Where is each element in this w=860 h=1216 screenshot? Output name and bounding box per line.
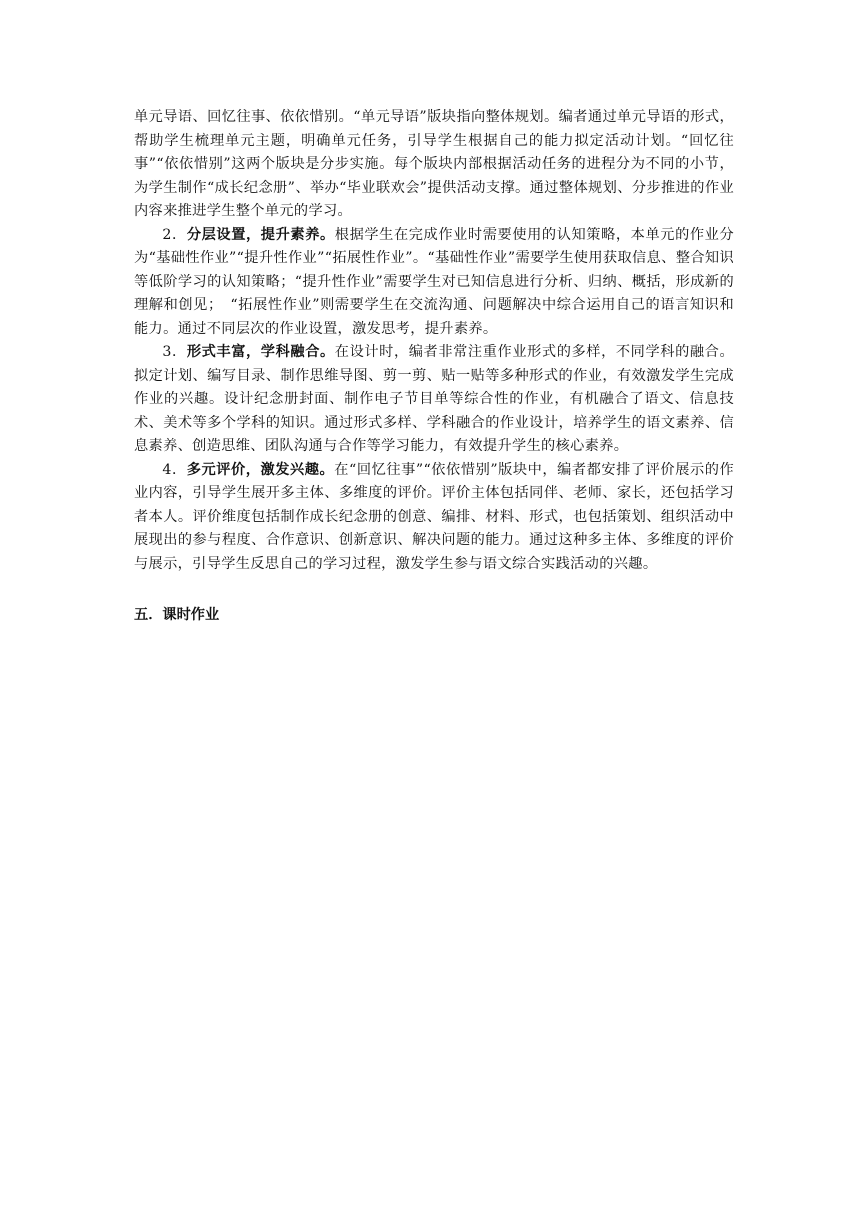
point-paragraph-2 [134, 224, 734, 342]
point-heading: 多元评价，激发兴趣。 [186, 461, 335, 478]
intro-paragraph: 单元导语、回忆往事、依依惜别。“单元导语”版块指向整体规划。编者通过单元导语的形式，帮助学生梳理单元主题，明确单元任务，引导学生根据自己的能力拟定活动计划。“回忆往事”“依依惜别”这两个版块是分步实施。每个版块内部根据活动任务的进程分为不同的小节，为学生制作“成长纪念册”、举办“毕业联欢会”提供活动支撑。通过整体规划、分步推进的作业内容来推进学生整个单元的学习。 [134, 109, 734, 219]
point-number: 3． [162, 344, 187, 360]
point-heading: 分层设置，提升素养。 [186, 226, 335, 243]
point-number: 4． [162, 461, 187, 478]
point-paragraph-4 [134, 459, 734, 577]
document-page [134, 106, 734, 628]
point-body: 在设计时，编者非常注重作业形式的多样，不同学科的融合。拟定计划、编写目录、制作思维导图、剪一剪、贴一贴等多种形式的作业，有效激发学生完成作业的兴趣。设计纪念册封面、制作电子节目单等综合性的作业，有机融合了语文、信息技术、美术等多个学科的知识。通过形式多样、学科融合的作业设计，培养学生的语文素养、信息素养、创造思维、团队沟通与合作等学习能力，有效提升学生的核心素养。 [134, 344, 734, 454]
point-heading: 形式丰富，学科融合。 [186, 344, 335, 360]
point-body: 在“回忆往事”“依依惜别”版块中，编者都安排了评价展示的作业内容，引导学生展开多主体、多维度的评价。评价主体包括同伴、老师、家长，还包括学习者本人。评价维度包括制作成长纪念册的创意、编排、材料、形式，也包括策划、组织活动中展现出的参与程度、合作意识、创新意识、解决问题的能力。通过这种多主体、多维度的评价与展示，引导学生反思自己的学习过程，激发学生参与语文综合实践活动的兴趣。 [134, 461, 734, 572]
point-body: 根据学生在完成作业时需要使用的认知策略，本单元的作业分为“基础性作业”“提升性作业”“拓展性作业”。“基础性作业”需要学生使用获取信息、整合知识等低阶学习的认知策略；“提升性作业”需要学生对已知信息进行分析、归纳、概括，形成新的理解和创见； “拓展性作业”则需要学生在交流沟通、问题解决中综合运用自己的语言知识和能力。通过不同层次的作业设置，激发思考，提升素养。 [134, 226, 734, 337]
point-paragraph-3 [134, 341, 734, 459]
section-heading: 五．课时作业 [134, 607, 220, 623]
point-number: 2． [162, 226, 187, 243]
